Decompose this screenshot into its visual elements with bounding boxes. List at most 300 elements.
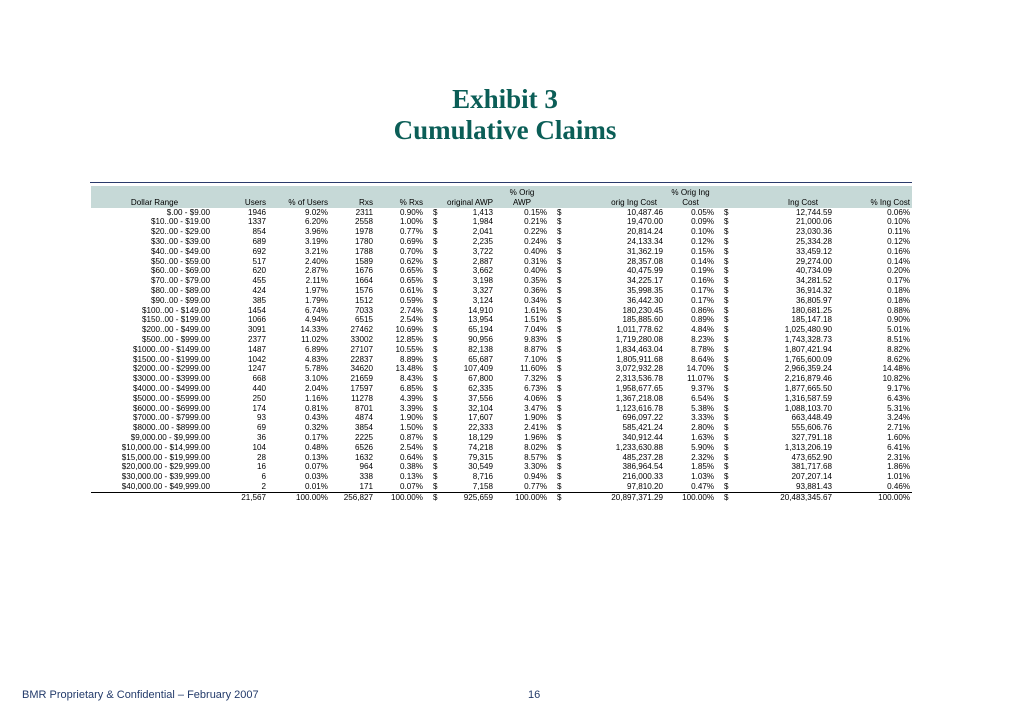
table-body (91, 208, 912, 503)
currency-symbol: $ (724, 354, 729, 364)
cell-pct-ing-cost: 0.14% (887, 256, 911, 266)
cell-users: 692 (252, 246, 266, 256)
cell-rxs: 1780 (354, 236, 373, 246)
cell-rxs: 27462 (350, 325, 373, 335)
currency-symbol: $ (724, 217, 729, 227)
currency-symbol: $ (724, 393, 729, 403)
cell-original-awp: 3,722 (472, 246, 494, 256)
table-row (91, 266, 912, 276)
cell-pct-orig-awp: 0.77% (524, 481, 548, 491)
currency-symbol: $ (433, 354, 438, 364)
cell-original-awp: 18,129 (468, 432, 494, 442)
cell-pct-users: 9.02% (305, 207, 328, 217)
cell-users: 69 (256, 423, 266, 433)
cell-pct-rxs: 0.87% (400, 432, 423, 442)
cell-pct-ing-cost: 100.00% (834, 492, 912, 502)
currency-symbol: $ (433, 227, 438, 237)
currency-symbol: $ (557, 393, 562, 403)
currency-symbol: $ (433, 481, 438, 491)
cell-rxs: 338 (359, 472, 373, 482)
cell-pct-rxs: 8.43% (400, 374, 423, 384)
currency-symbol: $ (433, 432, 438, 442)
cell-pct-ing-cost: 0.88% (887, 305, 911, 315)
cell-pct-ing-cost: 8.62% (887, 354, 911, 364)
cell-pct-rxs: 0.61% (400, 285, 423, 295)
cell-pct-rxs: 2.54% (400, 442, 423, 452)
cell-pct-orig-ing-cost: 0.17% (691, 295, 715, 305)
cell-original-awp: 1,413 (472, 207, 494, 217)
cell-original-awp: 2,235 (472, 236, 494, 246)
cell-users: 1946 (247, 207, 266, 217)
cell-users: 1337 (247, 217, 266, 227)
cell-pct-users: 11.02% (301, 334, 328, 344)
cell-pct-orig-awp: 11.60% (520, 364, 548, 374)
cell-users: 2377 (247, 334, 266, 344)
cell-users: 455 (252, 276, 266, 286)
cell-users: 424 (252, 285, 266, 295)
cell-pct-orig-awp: 1.61% (524, 305, 548, 315)
cell-pct-orig-ing-cost: 0.16% (691, 276, 715, 286)
currency-symbol: $ (557, 207, 562, 217)
cell-orig-ing-cost: 10,487.46 (627, 207, 664, 217)
cell-rxs: 1512 (354, 295, 373, 305)
currency-symbol: $ (724, 246, 729, 256)
cell-original-awp: 65,194 (468, 325, 494, 335)
cell-pct-orig-awp: 0.36% (524, 285, 548, 295)
cell-pct-users: 0.13% (305, 452, 328, 462)
cell-pct-rxs: 12.85% (395, 334, 423, 344)
header-pct-orig-awp (495, 186, 549, 208)
currency-symbol: $ (724, 403, 729, 413)
currency-symbol: $ (557, 354, 562, 364)
cell-pct-users: 0.07% (305, 462, 328, 472)
cell-pct-orig-awp: 2.41% (524, 423, 548, 433)
footer-page-number: 16 (528, 689, 541, 701)
cell-pct-ing-cost: 2.71% (887, 423, 911, 433)
currency-symbol: $ (724, 305, 729, 315)
header-pct-orig-ing-line2: Cost (682, 197, 699, 207)
cell-users: 36 (256, 432, 266, 442)
cell-ing-cost: 36,914.32 (796, 285, 833, 295)
cell-pct-orig-awp: 7.32% (524, 374, 548, 384)
cell-pct-orig-ing-cost: 0.09% (691, 217, 715, 227)
cell-pct-rxs: 0.62% (400, 256, 423, 266)
cell-pct-orig-ing-cost: 0.15% (691, 246, 715, 256)
cell-original-awp: 7,158 (472, 481, 494, 491)
cell-pct-orig-awp: 1.96% (524, 432, 548, 442)
cell-pct-ing-cost: 0.18% (887, 285, 911, 295)
cell-orig-ing-cost: 20,814.24 (627, 227, 664, 237)
cell-original-awp: 13,954 (468, 315, 494, 325)
cell-original-awp: 2,041 (472, 227, 494, 237)
header-ing-cost: Ing Cost (716, 186, 834, 208)
cell-range: $1500..00 - $1999.00 (133, 354, 210, 364)
currency-symbol: $ (724, 364, 729, 374)
currency-symbol: $ (557, 246, 562, 256)
cell-original-awp: 74,218 (468, 442, 494, 452)
currency-symbol: $ (724, 256, 729, 266)
cell-pct-users: 1.97% (305, 285, 328, 295)
cell-pct-rxs: 1.50% (400, 423, 423, 433)
currency-symbol: $ (557, 432, 562, 442)
currency-symbol: $ (724, 413, 729, 423)
currency-symbol: $ (549, 492, 561, 502)
currency-symbol: $ (557, 442, 562, 452)
cell-pct-orig-ing-cost: 1.85% (691, 462, 715, 472)
currency-symbol: $ (433, 393, 438, 403)
cell-pct-users: 0.81% (305, 403, 328, 413)
cell-range: $50..00 - $59.00 (151, 256, 210, 266)
cell-pct-orig-awp: 0.15% (524, 207, 548, 217)
cell-pct-users: 3.96% (305, 227, 328, 237)
table-row (91, 286, 912, 296)
cell-pct-orig-awp: 4.06% (524, 393, 548, 403)
cell-original-awp: 82,138 (468, 344, 494, 354)
cell-pct-ing-cost: 1.86% (887, 462, 911, 472)
currency-symbol: $ (557, 217, 562, 227)
cell-range: $20,000.00 - $29,999.00 (121, 462, 210, 472)
cell-pct-users: 6.74% (305, 305, 328, 315)
cell-pct-users: 6.20% (305, 217, 328, 227)
header-pct-orig-ing-line1: % Orig Ing (671, 188, 710, 197)
cell-rxs: 2225 (354, 432, 373, 442)
cell-rxs: 7033 (354, 305, 373, 315)
currency-symbol: $ (433, 325, 438, 335)
table-row (91, 355, 912, 365)
cell-ing-cost: 1,316,587.59 (784, 393, 833, 403)
cell-range: $15,000.00 - $19,999.00 (121, 452, 210, 462)
cell-users: 689 (252, 236, 266, 246)
cell-orig-ing-cost: 28,357.08 (627, 256, 664, 266)
cell-pct-users: 3.21% (305, 246, 328, 256)
cell-original-awp: 14,910 (468, 305, 494, 315)
cell-pct-ing-cost: 2.31% (887, 452, 911, 462)
table-row (91, 276, 912, 286)
cell-pct-orig-ing-cost: 0.47% (691, 481, 715, 491)
cell-range: $60..00 - $69.00 (151, 266, 210, 276)
header-pct-users: % of Users (268, 186, 330, 208)
table-row (91, 443, 912, 453)
cell-orig-ing-cost: 585,421.24 (622, 423, 664, 433)
cell-orig-ing-cost: 19,470.00 (627, 217, 664, 227)
cell-pct-orig-ing-cost: 1.03% (691, 472, 715, 482)
currency-symbol: $ (724, 295, 729, 305)
cell-pct-orig-awp: 3.30% (524, 462, 548, 472)
cell-pct-ing-cost: 0.11% (887, 227, 911, 237)
table-header-row (91, 186, 912, 208)
table-row (91, 257, 912, 267)
header-original-awp: original AWP (425, 186, 495, 208)
cell-orig-ing-cost: 2,313,536.78 (615, 374, 664, 384)
currency-symbol: $ (433, 217, 438, 227)
claims-table-container (91, 186, 912, 503)
cell-pct-ing-cost: 3.24% (887, 413, 911, 423)
cell-pct-orig-awp: 3.47% (524, 403, 548, 413)
currency-symbol: $ (716, 492, 728, 502)
table-row (91, 462, 912, 472)
header-users: Users (218, 186, 268, 208)
cell-pct-users: 6.89% (305, 344, 328, 354)
cell-pct-orig-awp: 0.40% (524, 266, 548, 276)
cell-rxs: 34620 (350, 364, 373, 374)
currency-symbol: $ (724, 227, 729, 237)
cell-rxs: 17597 (350, 383, 373, 393)
cell-ing-cost: 1,313,206.19 (784, 442, 833, 452)
cell-ing-cost: 207,207.14 (791, 472, 833, 482)
cell-pct-ing-cost: 8.51% (887, 334, 911, 344)
cell-pct-users: 5.78% (305, 364, 328, 374)
currency-symbol: $ (557, 325, 562, 335)
cell-pct-ing-cost: 0.10% (887, 217, 911, 227)
table-row (91, 315, 912, 325)
currency-symbol: $ (724, 334, 729, 344)
currency-symbol: $ (724, 236, 729, 246)
cell-pct-orig-ing-cost: 8.78% (691, 344, 715, 354)
cell-pct-rxs: 3.39% (400, 403, 423, 413)
cell-users: 104 (252, 442, 266, 452)
cell-original-awp: 3,124 (472, 295, 494, 305)
currency-symbol: $ (433, 442, 438, 452)
currency-symbol: $ (433, 472, 438, 482)
cell-pct-rxs: 2.54% (400, 315, 423, 325)
cell-pct-rxs: 0.77% (400, 227, 423, 237)
currency-symbol: $ (433, 462, 438, 472)
cell-users: 385 (252, 295, 266, 305)
cell-pct-rxs: 0.65% (400, 266, 423, 276)
cell-pct-users: 4.83% (305, 354, 328, 364)
currency-symbol: $ (557, 236, 562, 246)
cell-pct-rxs: 0.69% (400, 236, 423, 246)
currency-symbol: $ (433, 305, 438, 315)
cell-pct-users: 2.04% (305, 383, 328, 393)
title-line-2: Cumulative Claims (393, 115, 617, 145)
cell-rxs: 2558 (354, 217, 373, 227)
cell-users: 250 (252, 393, 266, 403)
cell-pct-rxs: 10.69% (395, 325, 423, 335)
cell-orig-ing-cost: 20,897,371.29 (561, 492, 665, 502)
cell-orig-ing-cost: 1,805,911.68 (616, 354, 664, 364)
cell-pct-orig-awp: 1.90% (524, 413, 548, 423)
cell-pct-ing-cost: 0.17% (887, 276, 911, 286)
cell-pct-orig-awp: 0.40% (524, 246, 548, 256)
cell-rxs: 1978 (354, 227, 373, 237)
cell-rxs: 6515 (354, 315, 373, 325)
cell-pct-orig-ing-cost: 6.54% (691, 393, 715, 403)
cell-pct-users: 0.32% (305, 423, 328, 433)
cell-orig-ing-cost: 40,475.99 (627, 266, 664, 276)
cell-rxs: 21659 (350, 374, 373, 384)
cell-pct-rxs: 0.90% (400, 207, 423, 217)
header-pct-rxs: % Rxs (375, 186, 425, 208)
currency-symbol: $ (433, 236, 438, 246)
currency-symbol: $ (557, 276, 562, 286)
cell-orig-ing-cost: 1,123,616.78 (615, 403, 664, 413)
cell-pct-orig-ing-cost: 3.33% (691, 413, 715, 423)
cell-range: $30,000.00 - $39,999.00 (121, 472, 210, 482)
table-row (91, 296, 912, 306)
cell-pct-ing-cost: 10.82% (882, 374, 911, 384)
currency-symbol: $ (433, 413, 438, 423)
cell-ing-cost: 1,807,421.94 (784, 344, 833, 354)
cell-pct-orig-awp: 7.04% (524, 325, 548, 335)
cell-pct-rxs: 0.64% (400, 452, 423, 462)
cell-range (91, 492, 218, 502)
currency-symbol: $ (433, 364, 438, 374)
cell-range: $90..00 - $99.00 (151, 295, 210, 305)
cell-pct-ing-cost: 8.82% (887, 344, 911, 354)
cell-range: $70..00 - $79.00 (151, 276, 210, 286)
currency-symbol: $ (724, 452, 729, 462)
cell-pct-orig-ing-cost: 2.32% (691, 452, 715, 462)
cell-users: 6 (261, 472, 266, 482)
currency-symbol: $ (724, 276, 729, 286)
cell-pct-orig-ing-cost: 8.64% (691, 354, 715, 364)
cell-pct-orig-ing-cost: 4.84% (691, 325, 715, 335)
cell-pct-ing-cost: 0.18% (887, 295, 911, 305)
currency-symbol: $ (433, 256, 438, 266)
cell-original-awp: 107,409 (463, 364, 494, 374)
cell-original-awp: 79,315 (468, 452, 494, 462)
cell-orig-ing-cost: 3,072,932.28 (615, 364, 664, 374)
cell-pct-orig-ing-cost: 0.05% (691, 207, 715, 217)
cell-users: 28 (256, 452, 266, 462)
currency-symbol: $ (724, 325, 729, 335)
table-row (91, 482, 912, 492)
currency-symbol: $ (557, 413, 562, 423)
cell-orig-ing-cost: 485,237.28 (622, 452, 664, 462)
table-row (91, 237, 912, 247)
cell-pct-ing-cost: 0.20% (887, 266, 911, 276)
currency-symbol: $ (557, 481, 562, 491)
cell-pct-users: 2.11% (305, 276, 328, 286)
currency-symbol: $ (724, 432, 729, 442)
cell-users: 3091 (247, 325, 266, 335)
cell-range: $30..00 - $39.00 (151, 236, 210, 246)
cell-rxs: 1632 (354, 452, 373, 462)
currency-symbol: $ (557, 472, 562, 482)
table-total-row (91, 492, 912, 502)
currency-symbol: $ (433, 374, 438, 384)
cell-pct-orig-ing-cost: 0.12% (691, 236, 715, 246)
currency-symbol: $ (724, 481, 729, 491)
currency-symbol: $ (433, 383, 438, 393)
cell-ing-cost: 1,088,103.70 (784, 403, 833, 413)
currency-symbol: $ (557, 374, 562, 384)
cell-range: $200..00 - $499.00 (142, 325, 210, 335)
cell-ing-cost: 34,281.52 (796, 276, 833, 286)
currency-symbol: $ (557, 403, 562, 413)
cell-pct-users: 0.48% (305, 442, 328, 452)
cell-rxs: 33002 (350, 334, 373, 344)
cell-pct-rxs: 1.00% (400, 217, 423, 227)
header-pct-ing-cost: % Ing Cost (834, 186, 912, 208)
cell-original-awp: 925,659 (437, 492, 495, 502)
cell-orig-ing-cost: 1,233,630.88 (615, 442, 664, 452)
cell-pct-ing-cost: 9.17% (887, 383, 911, 393)
cell-range: $8000..00 - $8999.00 (133, 423, 210, 433)
currency-symbol: $ (724, 344, 729, 354)
cell-ing-cost: 327,791.18 (791, 432, 833, 442)
cell-users: 517 (252, 256, 266, 266)
cell-ing-cost: 12,744.59 (796, 207, 833, 217)
cell-orig-ing-cost: 35,998.35 (627, 285, 664, 295)
cell-range: $20..00 - $29.00 (151, 227, 210, 237)
cell-rxs: 1589 (354, 256, 373, 266)
currency-symbol: $ (557, 452, 562, 462)
table-row (91, 384, 912, 394)
cell-ing-cost: 473,652.90 (791, 452, 833, 462)
cell-range: $9,000.00 - $9,999.00 (130, 432, 210, 442)
cell-pct-orig-ing-cost: 9.37% (691, 383, 715, 393)
table-row (91, 433, 912, 443)
cell-pct-rxs: 4.39% (400, 393, 423, 403)
cell-range: $500..00 - $999.00 (142, 334, 210, 344)
cell-pct-users: 0.43% (305, 413, 328, 423)
cell-users: 1042 (247, 354, 266, 364)
cell-orig-ing-cost: 1,958,677.65 (615, 383, 664, 393)
currency-symbol: $ (433, 334, 438, 344)
cell-pct-users: 14.33% (300, 325, 328, 335)
cell-pct-orig-ing-cost: 0.86% (691, 305, 715, 315)
cell-users: 1487 (247, 344, 266, 354)
cell-pct-orig-awp: 7.10% (524, 354, 548, 364)
cell-pct-rxs: 1.90% (400, 413, 423, 423)
cell-pct-ing-cost: 6.43% (887, 393, 911, 403)
cumulative-claims-table (91, 186, 912, 503)
cell-pct-ing-cost: 0.16% (887, 246, 911, 256)
currency-symbol: $ (433, 403, 438, 413)
cell-rxs: 171 (359, 481, 373, 491)
cell-rxs: 2311 (355, 207, 373, 217)
currency-symbol: $ (433, 285, 438, 295)
cell-pct-orig-awp: 9.83% (524, 334, 548, 344)
header-rxs: Rxs (330, 186, 375, 208)
footer-confidential: BMR Proprietary & Confidential – February 2007 (22, 689, 259, 701)
title-line-1: Exhibit 3 (452, 84, 558, 114)
cell-users: 93 (256, 413, 266, 423)
cell-orig-ing-cost: 1,834,463.04 (615, 344, 664, 354)
table-row (91, 227, 912, 237)
cell-orig-ing-cost: 185,885.60 (622, 315, 664, 325)
cell-rxs: 1676 (354, 266, 373, 276)
cell-ing-cost: 185,147.18 (791, 315, 833, 325)
cell-ing-cost: 25,334.28 (796, 236, 833, 246)
header-pct-orig-awp-line1: % Orig (509, 188, 535, 197)
cell-pct-rxs: 100.00% (375, 492, 425, 502)
cell-pct-users: 0.17% (305, 432, 328, 442)
currency-symbol: $ (425, 492, 437, 502)
cell-rxs: 256,827 (330, 492, 375, 502)
currency-symbol: $ (557, 227, 562, 237)
cell-pct-users: 2.40% (305, 256, 328, 266)
cell-original-awp: 22,333 (468, 423, 494, 433)
cell-orig-ing-cost: 1,367,218.08 (615, 393, 664, 403)
cell-pct-orig-awp: 0.31% (524, 256, 548, 266)
cell-rxs: 964 (359, 462, 373, 472)
header-orig-ing-cost: orig Ing Cost (549, 186, 665, 208)
currency-symbol: $ (724, 266, 729, 276)
cell-ing-cost: 23,030.36 (796, 227, 833, 237)
cell-pct-rxs: 8.89% (400, 354, 423, 364)
cell-ing-cost: 663,448.49 (791, 413, 833, 423)
table-row (91, 374, 912, 384)
cell-range: $.00 - $9.00 (166, 207, 210, 217)
currency-symbol: $ (724, 315, 729, 325)
cell-orig-ing-cost: 386,964.54 (622, 462, 664, 472)
cell-pct-orig-awp: 0.22% (524, 227, 548, 237)
cell-orig-ing-cost: 97,810.20 (627, 481, 664, 491)
cell-users: 668 (252, 374, 266, 384)
